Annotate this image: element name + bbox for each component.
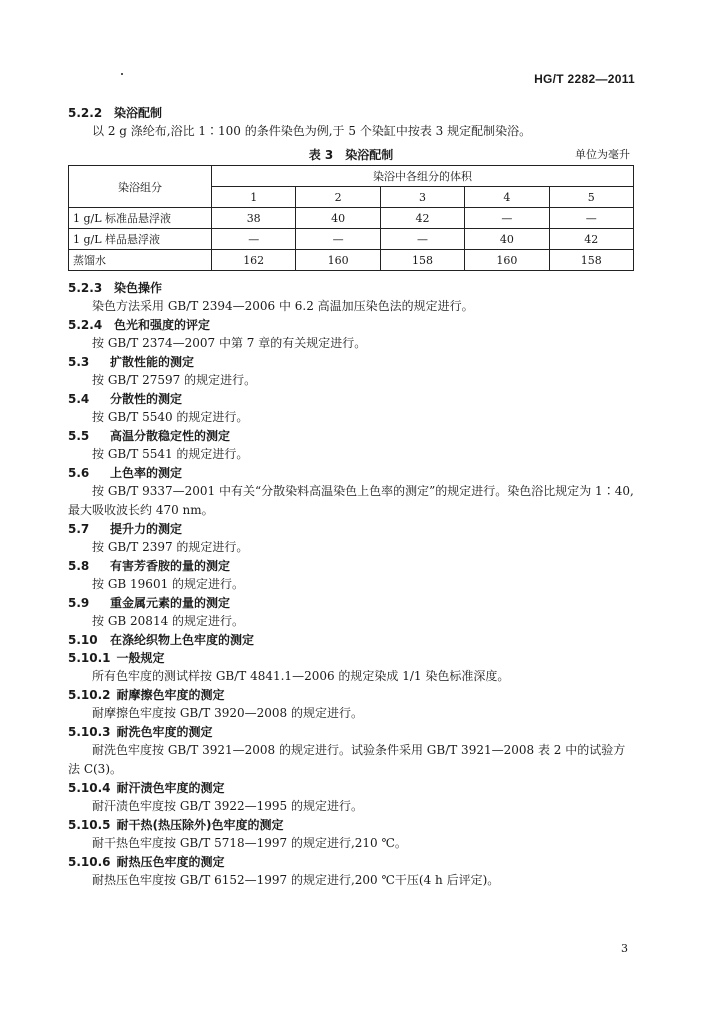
table-cell: —	[380, 229, 464, 250]
col-group-label: 染浴组分	[69, 166, 212, 208]
col-header: 4	[465, 187, 549, 208]
section-number: 5.10.1	[68, 651, 111, 665]
section-number: 5.10.3	[68, 725, 111, 739]
subsection-text: 所有色牢度的测试样按 GB/T 4841.1—2006 的规定染成 1/1 染色标准深度。	[92, 669, 510, 683]
section-title: 重金属元素的量的测定	[110, 596, 231, 610]
section-number: 5.2.3	[68, 281, 103, 295]
section-title: 上色率的测定	[110, 466, 183, 480]
section-number: 5.7	[68, 522, 90, 536]
table-3-caption	[68, 145, 634, 165]
section-title: 耐汗渍色牢度的测定	[116, 781, 225, 795]
table-cell: —	[296, 229, 380, 250]
section-number: 5.10.5	[68, 818, 111, 832]
table-cell: —	[549, 208, 633, 229]
table-row	[69, 250, 634, 271]
section-5-6-text: 按 GB/T 9337—2001 中有关“分散染料高温染色上色率的测定”的规定进行。染色浴比规定为 1∶40,最大吸收波长约 470 nm。	[68, 484, 634, 517]
table-cell: 40	[465, 229, 549, 250]
section-heading	[68, 316, 634, 334]
table-cell: 158	[549, 250, 633, 271]
dye-bath-table	[68, 165, 634, 271]
section-number: 5.6	[68, 466, 90, 480]
table-cell: 38	[212, 208, 296, 229]
scan-speck	[121, 73, 123, 75]
subsection-heading	[68, 779, 634, 797]
table-unit: 单位为毫升	[575, 148, 630, 161]
col-super-header: 染浴中各组分的体积	[212, 166, 634, 187]
section-title: 耐干热(热压除外)色牢度的测定	[116, 818, 284, 832]
section-heading	[68, 520, 634, 538]
table-row	[69, 229, 634, 250]
section-heading	[68, 594, 634, 612]
section-heading	[68, 279, 634, 297]
section-5-2-2-text: 以 2 g 涤纶布,浴比 1∶100 的条件染色为例,于 5 个染缸中按表 3 规定配制染浴。	[92, 124, 532, 138]
section-text: 按 GB/T 5541 的规定进行。	[92, 447, 249, 461]
table-cell: 40	[296, 208, 380, 229]
section-number: 5.4	[68, 392, 90, 406]
subsection-heading	[68, 649, 634, 667]
row-label: 蒸馏水	[69, 250, 212, 271]
section-heading	[68, 427, 634, 445]
section-number: 5.3	[68, 355, 90, 369]
section-title: 扩散性能的测定	[110, 355, 195, 369]
col-header: 5	[549, 187, 633, 208]
section-title: 耐洗色牢度的测定	[116, 725, 213, 739]
section-title: 有害芳香胺的量的测定	[110, 559, 231, 573]
section-title: 色光和强度的评定	[114, 318, 211, 332]
col-header: 3	[380, 187, 464, 208]
subsection-text: 耐摩擦色牢度按 GB/T 3920—2008 的规定进行。	[92, 706, 363, 720]
table-cell: 160	[296, 250, 380, 271]
table-cell: 42	[549, 229, 633, 250]
section-text: 按 GB 19601 的规定进行。	[92, 577, 245, 591]
section-number: 5.8	[68, 559, 90, 573]
section-heading	[68, 557, 634, 575]
subsection-heading	[68, 816, 634, 834]
section-5-10-heading	[68, 631, 634, 649]
subsection-text: 耐热压色牢度按 GB/T 6152—1997 的规定进行,200 ℃干压(4 h 后评定)。	[92, 873, 500, 887]
section-number: 5.2.2	[68, 106, 103, 120]
subsection-heading	[68, 853, 634, 871]
section-text: 染色方法采用 GB/T 2394—2006 中 6.2 高温加压染色法的规定进行。	[92, 299, 474, 313]
section-title: 在涤纶织物上色牢度的测定	[110, 633, 255, 647]
section-text: 按 GB/T 2374—2007 中第 7 章的有关规定进行。	[92, 336, 367, 350]
table-cell: —	[212, 229, 296, 250]
table-cell: 162	[212, 250, 296, 271]
section-5-2-2-heading	[68, 104, 634, 122]
section-text: 按 GB/T 5540 的规定进行。	[92, 410, 249, 424]
section-number: 5.10	[68, 633, 98, 647]
section-title: 染浴配制	[114, 106, 163, 120]
section-title: 耐热压色牢度的测定	[116, 855, 225, 869]
subsection-heading	[68, 686, 634, 704]
row-label: 1 g/L 样品悬浮液	[69, 229, 212, 250]
section-number: 5.5	[68, 429, 90, 443]
section-title: 高温分散稳定性的测定	[110, 429, 231, 443]
table-row	[69, 208, 634, 229]
section-text: 按 GB/T 2397 的规定进行。	[92, 540, 249, 554]
section-title: 提升力的测定	[110, 522, 183, 536]
section-heading	[68, 353, 634, 371]
subsection-text: 耐汗渍色牢度按 GB/T 3922—1995 的规定进行。	[92, 799, 363, 813]
section-title: 染色操作	[114, 281, 163, 295]
section-number: 5.10.2	[68, 688, 111, 702]
section-text: 按 GB 20814 的规定进行。	[92, 614, 245, 628]
standard-code: HG/T 2282—2011	[534, 72, 635, 86]
section-title: 耐摩擦色牢度的测定	[116, 688, 225, 702]
table-title: 表 3 染浴配制	[308, 148, 394, 162]
document-body	[68, 104, 634, 890]
section-number: 5.9	[68, 596, 90, 610]
table-cell: —	[465, 208, 549, 229]
subsection-5-10-3-heading	[68, 723, 634, 741]
section-number: 5.10.4	[68, 781, 111, 795]
section-title: 分散性的测定	[110, 392, 183, 406]
subsection-5-10-3-text: 耐洗色牢度按 GB/T 3921—2008 的规定进行。试验条件采用 GB/T 3921—2008 表 2 中的试验方法 C(3)。	[68, 743, 626, 776]
page-number: 3	[621, 942, 628, 955]
section-number: 5.2.4	[68, 318, 103, 332]
section-text: 按 GB/T 27597 的规定进行。	[92, 373, 257, 387]
section-title: 一般规定	[116, 651, 165, 665]
table-header-row	[69, 166, 634, 187]
table-cell: 160	[465, 250, 549, 271]
table-cell: 42	[380, 208, 464, 229]
section-heading	[68, 390, 634, 408]
section-5-6-heading	[68, 464, 634, 482]
section-number: 5.10.6	[68, 855, 111, 869]
row-label: 1 g/L 标准品悬浮液	[69, 208, 212, 229]
col-header: 1	[212, 187, 296, 208]
col-header: 2	[296, 187, 380, 208]
table-cell: 158	[380, 250, 464, 271]
subsection-text: 耐干热色牢度按 GB/T 5718—1997 的规定进行,210 ℃。	[92, 836, 407, 850]
